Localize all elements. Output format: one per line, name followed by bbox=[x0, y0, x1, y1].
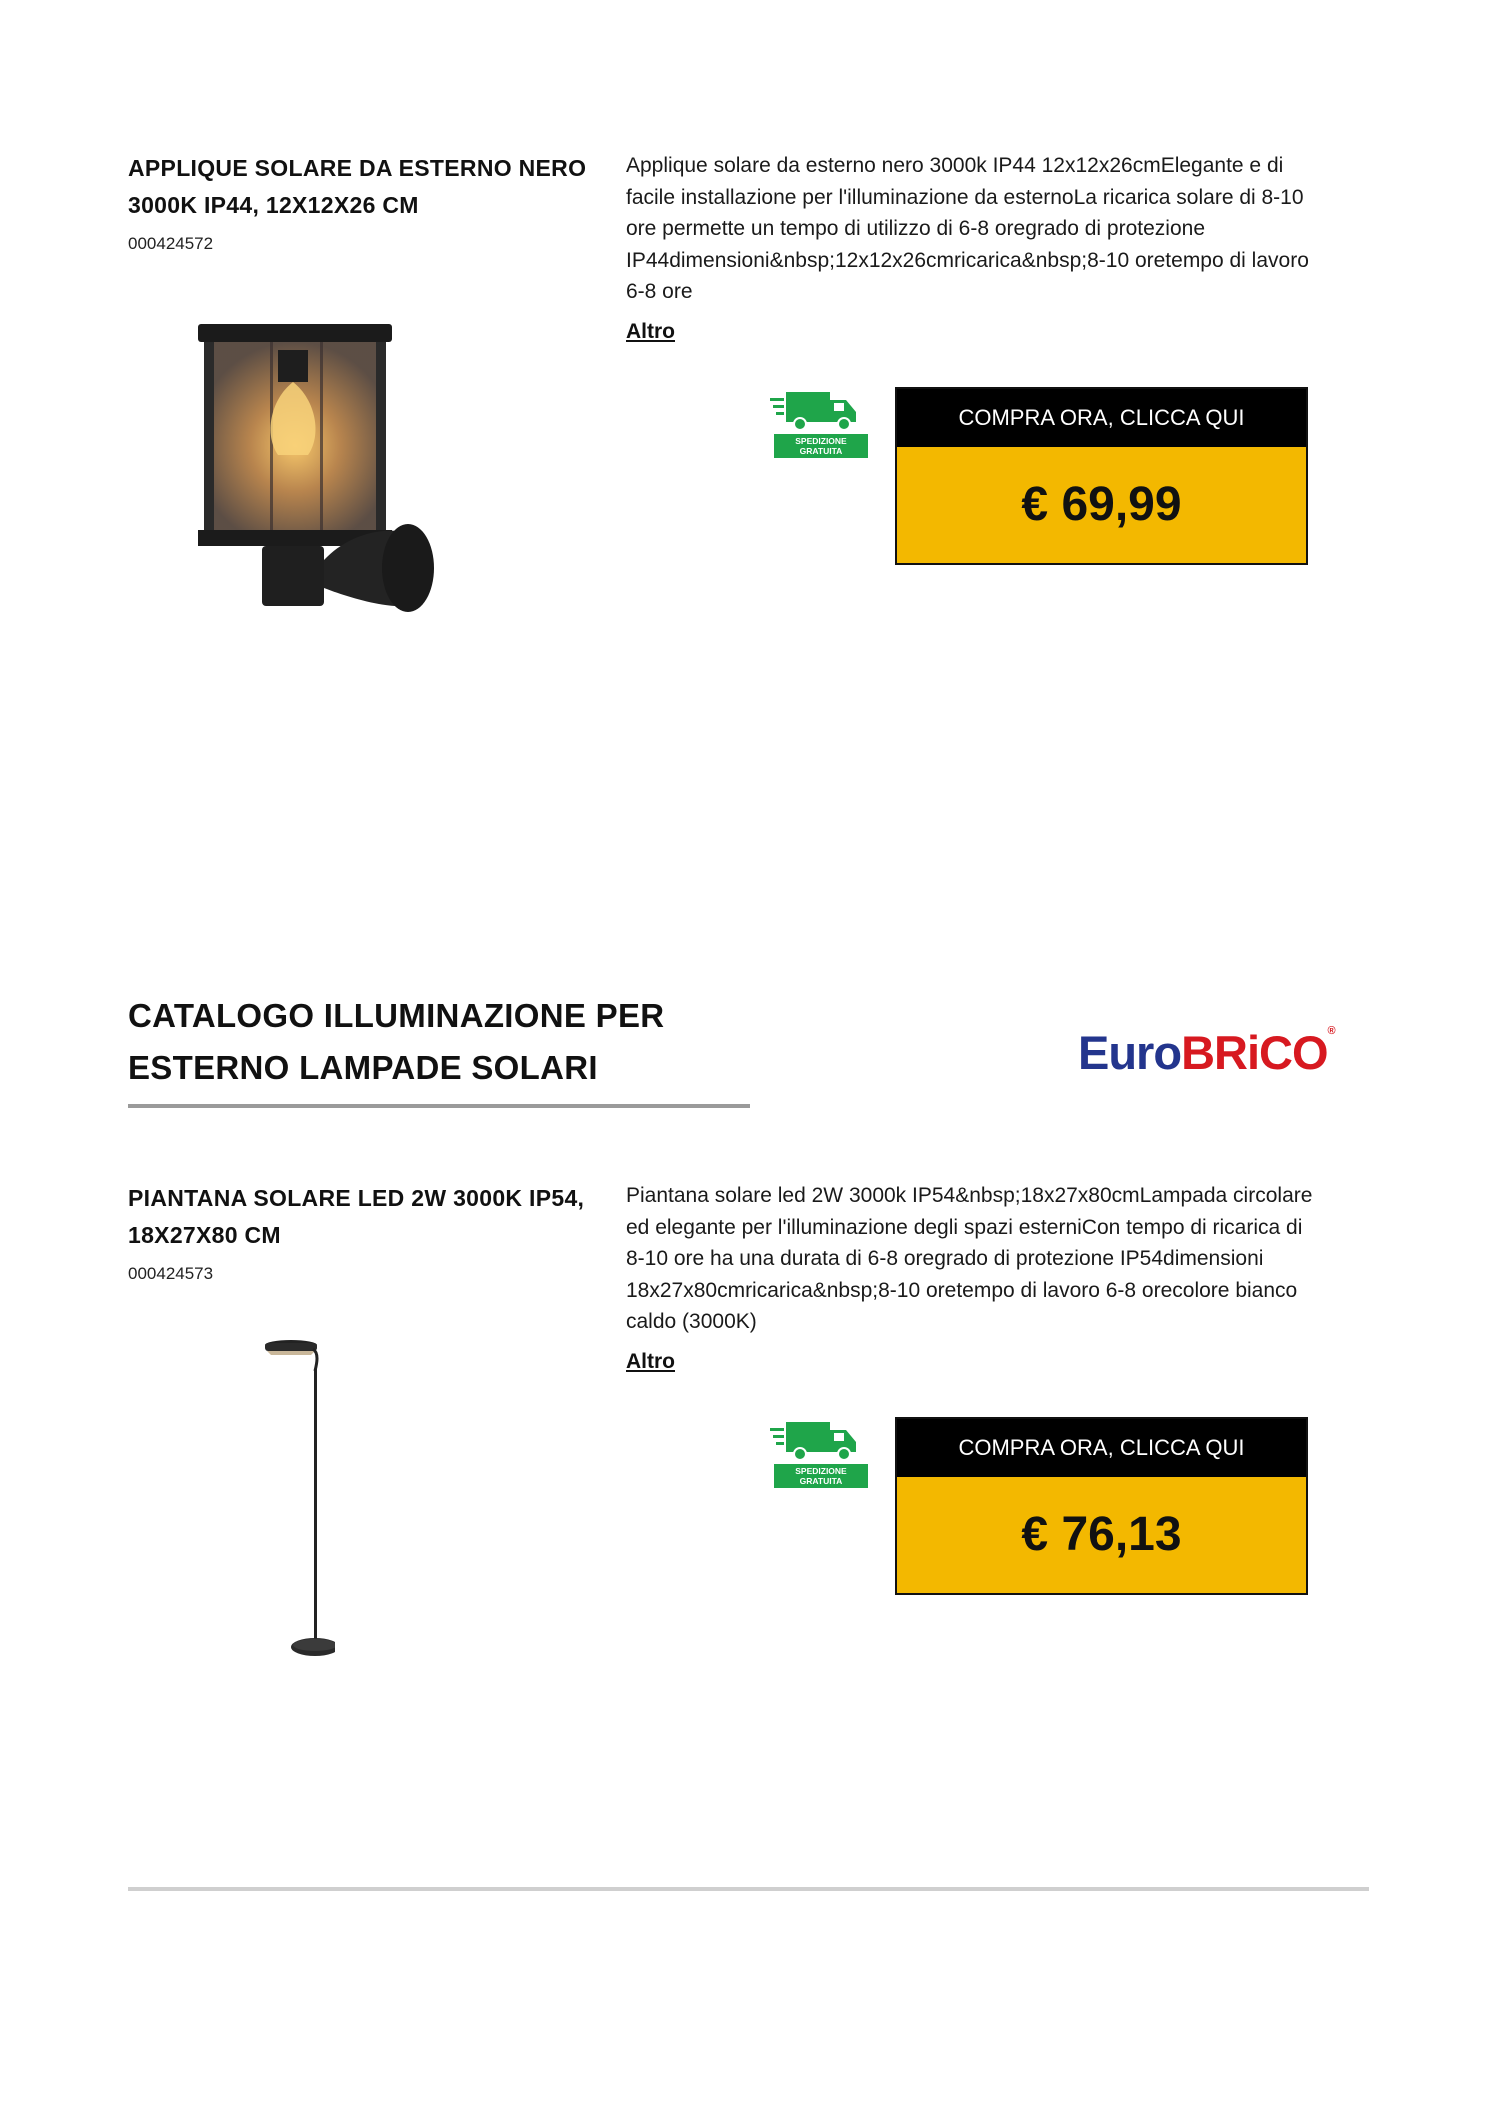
product-card-1 bbox=[0, 150, 1488, 710]
more-link[interactable]: Altro bbox=[626, 1350, 675, 1373]
logo-registered-mark: ® bbox=[1327, 1025, 1335, 1037]
product-price[interactable]: € 76,13 bbox=[897, 1477, 1306, 1593]
truck-icon bbox=[770, 392, 856, 430]
product-code: 000424572 bbox=[128, 234, 214, 253]
product-price[interactable]: € 69,99 bbox=[897, 447, 1306, 563]
truck-icon bbox=[770, 1422, 856, 1460]
product-code: 000424573 bbox=[128, 1264, 214, 1283]
buy-box[interactable] bbox=[895, 1417, 1308, 1595]
svg-text:SPEDIZIONE: SPEDIZIONE bbox=[795, 1466, 847, 1476]
logo-text-euro: Euro bbox=[1078, 1026, 1182, 1079]
buy-box[interactable] bbox=[895, 387, 1308, 565]
product-title: PIANTANA SOLARE LED 2W 3000K IP54, 18X27X80 CM bbox=[128, 1185, 585, 1248]
title-divider bbox=[128, 1104, 750, 1108]
eurobrico-logo bbox=[1078, 1025, 1335, 1080]
footer-divider bbox=[128, 1887, 1369, 1891]
floor-lamp-image bbox=[255, 1335, 335, 1665]
product-card-2 bbox=[0, 1180, 1488, 1740]
svg-text:GRATUITA: GRATUITA bbox=[799, 1476, 843, 1486]
free-shipping-badge bbox=[768, 1418, 872, 1490]
svg-text:GRATUITA: GRATUITA bbox=[799, 446, 843, 456]
product-description: Applique solare da esterno nero 3000k IP44 12x12x26cmElegante e di facile installazione per l'illuminazione da esternoLa ricarica solare di 8-10 ore permette un tempo di utilizzo di 6-8 oregrado di protezione IP44dimensioni&nbsp;12x12x26cmricarica&nbsp;8-10 oretempo di lavoro 6-8 ore bbox=[626, 154, 1309, 303]
logo-text-brico: BRiCO bbox=[1181, 1026, 1328, 1079]
more-link[interactable]: Altro bbox=[626, 320, 675, 343]
product-description: Piantana solare led 2W 3000k IP54&nbsp;18x27x80cmLampada circolare ed elegante per l'illuminazione degli spazi esterniCon tempo di ricarica di 8-10 ore ha una durata di 6-8 oregrado di protezione IP54dimensioni 18x27x80cmricarica&nbsp;8-10 oretempo di lavoro 6-8 orecolore bianco caldo (3000K) bbox=[626, 1184, 1313, 1333]
product-title: APPLIQUE SOLARE DA ESTERNO NERO 3000K IP44, 12X12X26 CM bbox=[128, 155, 587, 218]
catalog-title: CATALOGO ILLUMINAZIONE PER ESTERNO LAMPADE SOLARI bbox=[128, 997, 665, 1086]
buy-now-button[interactable]: COMPRA ORA, CLICCA QUI bbox=[897, 389, 1306, 447]
free-shipping-badge bbox=[768, 388, 872, 460]
buy-now-button[interactable]: COMPRA ORA, CLICCA QUI bbox=[897, 1419, 1306, 1477]
wall-lamp-image bbox=[190, 320, 450, 780]
svg-text:SPEDIZIONE: SPEDIZIONE bbox=[795, 436, 847, 446]
